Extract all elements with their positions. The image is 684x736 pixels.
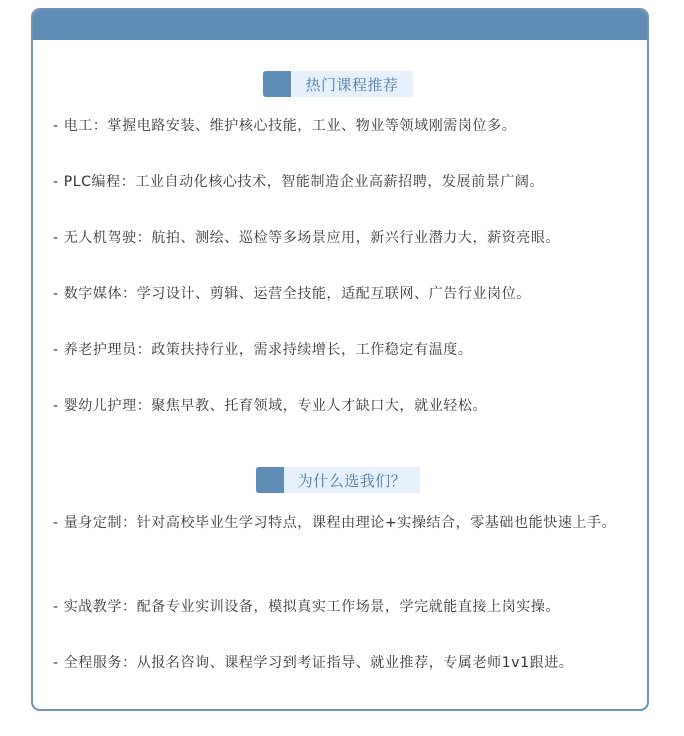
section-marker [263,71,291,97]
section-title-text: 为什么选我们？ [297,471,407,490]
section-title-hot-courses [263,71,413,97]
info-card [31,8,649,711]
section-title-why-us [256,467,420,493]
course-item-drone: - 无人机驾驶：航拍、测绘、巡检等多场景应用，新兴行业潜力大，薪资亮眼。 [53,230,561,246]
section-marker [256,467,284,493]
card-header-bar [33,10,647,40]
course-item-infant-care: - 婴幼儿护理：聚焦早教、托育领域，专业人才缺口大，就业轻松。 [53,398,488,414]
section-title-text: 热门课程推荐 [305,75,399,94]
reason-item-customized: - 量身定制：针对高校毕业生学习特点，课程由理论+实操结合，零基础也能快速上手。 [53,515,617,531]
reason-item-full-service: - 全程服务：从报名咨询、课程学习到考证指导、就业推荐，专属老师1v1跟进。 [53,655,574,671]
reason-item-practical: - 实战教学：配备专业实训设备，模拟真实工作场景，学完就能直接上岗实操。 [53,599,561,615]
course-item-elderly-care: - 养老护理员：政策扶持行业，需求持续增长，工作稳定有温度。 [53,342,473,358]
course-item-electrician: - 电工：掌握电路安装、维护核心技能，工业、物业等领域刚需岗位多。 [53,118,517,134]
course-item-plc: - PLC编程：工业自动化核心技术，智能制造企业高薪招聘，发展前景广阔。 [53,174,545,190]
course-item-digital-media: - 数字媒体：学习设计、剪辑、运营全技能，适配互联网、广告行业岗位。 [53,286,531,302]
